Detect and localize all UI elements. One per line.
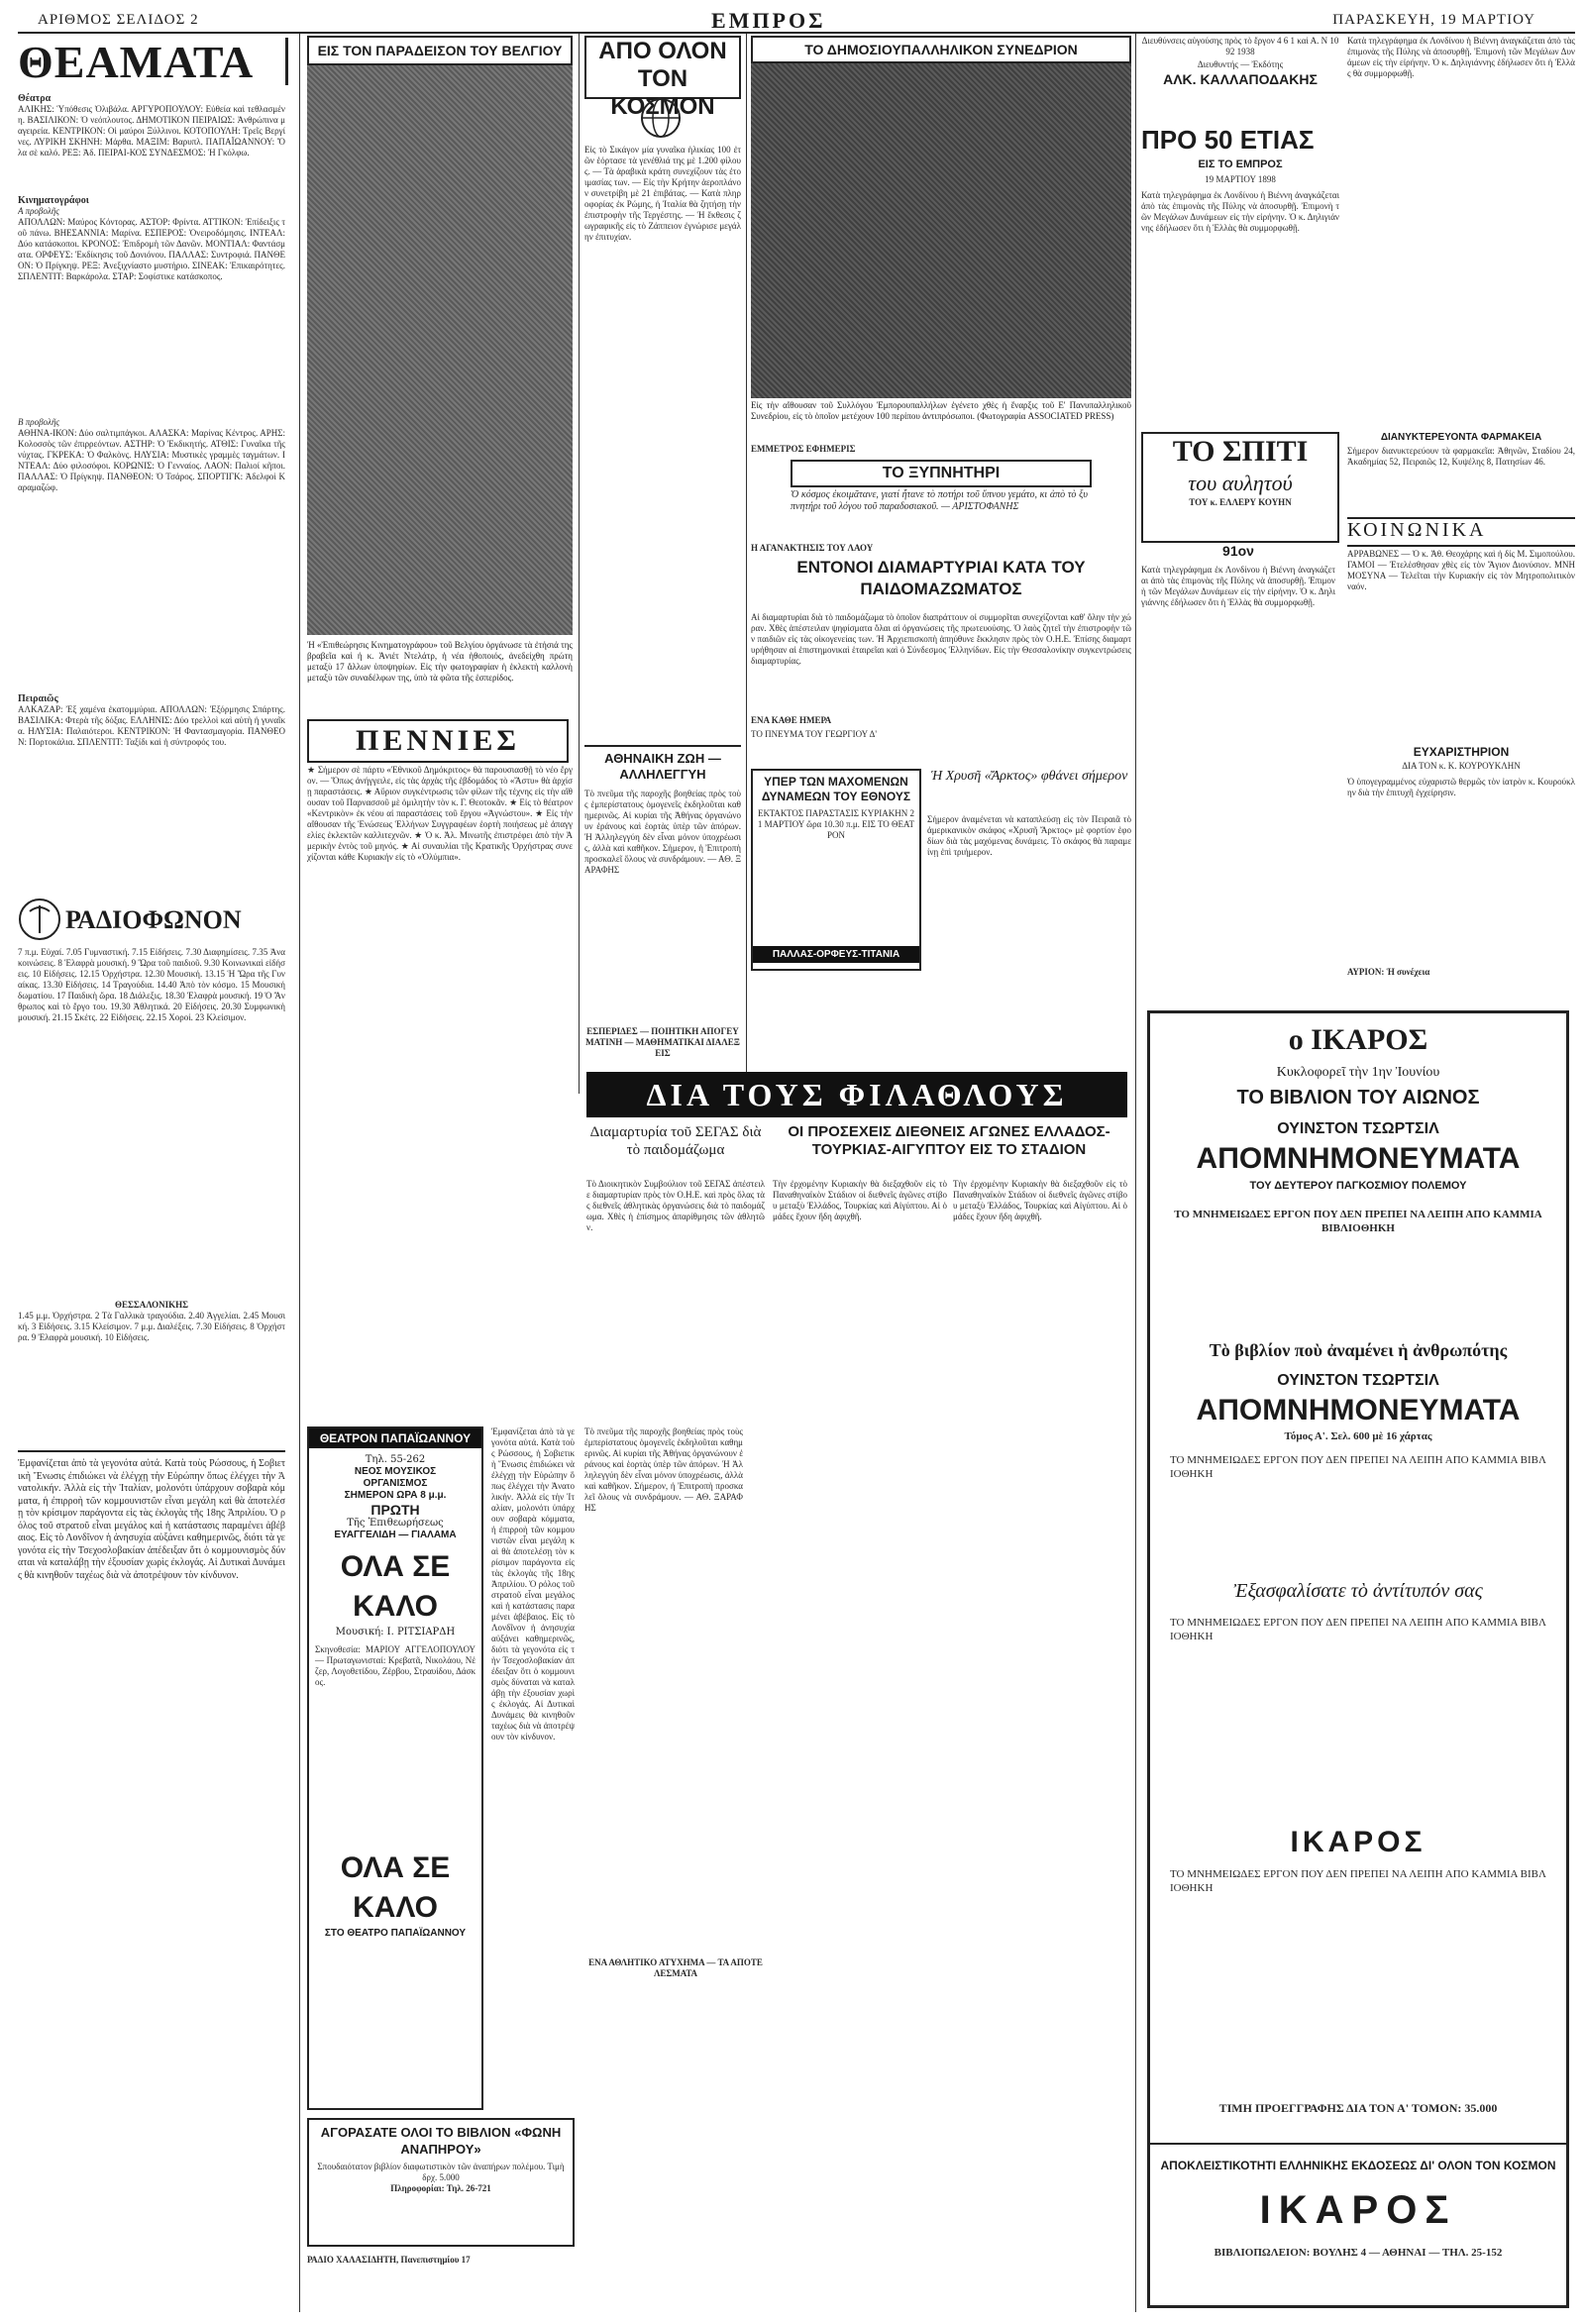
sports-headline-3: ΕΝΑ ΑΘΛΗΤΙΚΟ ΑΤΥΧΗΜΑ — ΤΑ ΑΠΟΤΕΛΕΣΜΑΤΑ: [588, 1957, 763, 1978]
ad-description: ΤΟ ΜΝΗΜΕΙΩΔΕΣ ΕΡΓΟΝ ΠΟΥ ΔΕΝ ΠΡΕΠΕΙ ΝΑ ΛΕΙΠΗ ΑΠΟ ΚΑΜΜΙΑ ΒΙΒΛΙΟΘΗΚΗ: [1174, 1209, 1542, 1234]
radio-title: ΡΑΔΙΟΦΩΝΟΝ: [65, 905, 242, 934]
fifty-years-date: 19 ΜΑΡΤΙΟΥ 1898: [1205, 174, 1276, 184]
spiti-subtitle: του αυλητού: [1188, 471, 1293, 495]
fighters-venue: ΠΑΛΛΑΣ-ΟΡΦΕΥΣ-ΤΙΤΑΝΙΑ: [753, 946, 919, 963]
radio-schedule: 7 π.μ. Εὐχαί. 7.05 Γυμναστική. 7.15 Εἰδήσεις. 7.30 Διαφημίσεις. 7.35 Ἀνακοινώσεις. 8 Ἑλαφρὰ μουσική. 9 Ὥρα τοῦ παιδιοῦ. 9.30 Κοινωνικαὶ εἰδήσεις. 10 Εἰδήσεις. 12.15 Ὁρχήστρα. 12.30 Μουσική. 13.15 Ἡ Ὥρα τῆς Γυναίκας. 13.30 Εἰδήσεις. 14 Τραγούδια. 14.40 Ἀπὸ τὸν κόσμο. 15 Μουσική δωματίου. 17 Παιδικὴ ὥρα. 18 Διάλεξις. 18.30 Ἐλαφρὰ μουσική. 19 Ὁ Ἄνθρωπος καὶ τὸ ἔργο του. 19.30 Ἀθλητικά. 20 Εἰδήσεις. 20.30 Συμφωνικὴ μουσική. 21.15 Σκέτς. 22 Εἰδήσεις. 22.15 Χοροί. 23 Κλείσιμον.: [18, 947, 285, 1022]
kosmos-title: ΑΠΟ ΟΛΟΝ ΤΟΝ ΚΟΣΜΟΝ: [598, 38, 727, 120]
column-3: [584, 36, 741, 1070]
daily-pen-sub: ΤΟ ΠΝΕΥΜΑ ΤΟΥ ΓΕΩΡΓΙΟΥ Δ': [751, 729, 877, 739]
thanks-title: ΕΥΧΑΡΙΣΤΗΡΙΟΝ: [1413, 745, 1510, 759]
arktos-text: Σήμερον ἀναμένεται νὰ καταπλεύσῃ εἰς τὸν Πειραιᾶ τὸ ἀμερικανικὸν σκάφος «Χρυσῆ Ἄρκτος» μὲ φορτίον ἐφοδίων διὰ τὰς μαχόμενας δυνάμεις. Τὸ σκάφος θὰ παραμείνῃ ἐπὶ τριήμερον.: [927, 814, 1131, 857]
theatre-label: Θέατρα: [18, 93, 52, 104]
sports-headline-1: Διαμαρτυρία τοῦ ΣΕΓΑΣ διὰ τὸ παιδομάζωμα: [589, 1124, 762, 1158]
fighters-text: ΕΚΤΑΚΤΟΣ ΠΑΡΑΣΤΑΣΙΣ ΚΥΡΙΑΚΗΝ 21 ΜΑΡΤΙΟΥ ὥρα 10.30 π.μ. ΕΙΣ ΤΟ ΘΕΑΤΡΟΝ: [757, 808, 915, 840]
ad-book-title-2: ΑΠΟΜΝΗΜΟΝΕΥΜΑΤΑ: [1196, 1394, 1521, 1426]
ad-book-of-century: ΤΟ ΒΙΒΛΙΟΝ ΤΟΥ ΑΙΩΝΟΣ: [1236, 1087, 1480, 1109]
masthead: [18, 10, 1575, 34]
sports-banner: ΔΙΑ ΤΟΥΣ ΦΙΛΑΘΛΟΥΣ: [586, 1072, 1127, 1117]
spiti-text: Κατὰ τηλεγράφημα ἐκ Λονδίνου ἡ Βιέννη ἀναγκάζεται ἀπὸ τὰς ἐπιμονὰς τῆς Πύλης νὰ ἀποσυρθῇ. Ἐπιμονὴ τῶν Μεγάλων Δυνάμεων εἰς τὴν εἰρήνην. Ὁ κ. Δηλιγιάννης ἐδήλωσεν ὅτι ἡ Ἑλλὰς θὰ συμμορφωθῇ.: [1141, 565, 1335, 607]
spiti-header: [1141, 432, 1339, 543]
ad-conditions: ΤΟ ΜΝΗΜΕΙΩΔΕΣ ΕΡΓΟΝ ΠΟΥ ΔΕΝ ΠΡΕΠΕΙ ΝΑ ΛΕΙΠΗ ΑΠΟ ΚΑΜΜΙΑ ΒΙΒΛΙΟΘΗΚΗ: [1170, 1868, 1546, 1894]
ad-tagline: Τὸ βιβλίον ποὺ ἀναμένει ἡ ἀνθρωπότης: [1209, 1340, 1508, 1360]
ad-ikaros: ΙΚΑΡΟΣ: [1290, 1826, 1426, 1858]
pennies-header: [307, 719, 569, 763]
side-article: Ἐμφανίζεται ἀπὸ τὰ γεγονότα αὐτά. Κατὰ τοὺς Ρώσσους, ἡ Σοβιετικὴ Ἕνωσις ἐπιδιώκει νὰ ἐλέγχῃ τὴν Εὐρώπην ὅπως ἐλέγχει τὴν Ἀνατολικήν. Ἀλλὰ εἰς τὴν Ἰταλίαν, μολονότι ὑπάρχουν σοβαρὰ κόμματα, ἡ ἐπιρροὴ τῶν κομμουνιστῶν εἶναι μεγάλη καὶ θὰ ἀποτελέσῃ τὸν κρίσιμον παράγοντα εἰς τὰς ἐκλογὰς τῆς 18ης Ἀπριλίου. Ὁ ρόλος τοῦ στρατοῦ εἶναι μεγάλος καὶ ἡ κατάστασις παραμένει ἀβέβαιος. Εἰς τὸ Λονδῖνον ἡ ἀνησυχία αὐξάνει καθημερινῶς, διότι τὰ γεγονότα εἰς τὴν Τσεχοσλοβακίαν ἀπέδειξαν ὅτι ὁ κομμουνισμὸς δύναται νὰ καταλάβῃ τὴν ἐξουσίαν χωρὶς ἐκλογάς. Αἱ Δυτικαὶ Δυνάμεις θὰ κινηθοῦν ταχέως διὰ νὰ ἀποτρέψουν τὸν κίνδυνον.: [491, 1426, 575, 1742]
ad-body: ΤΟ ΜΝΗΜΕΙΩΔΕΣ ΕΡΓΟΝ ΠΟΥ ΔΕΝ ΠΡΕΠΕΙ ΝΑ ΛΕΙΠΗ ΑΠΟ ΚΑΜΜΙΑ ΒΙΒΛΙΟΘΗΚΗ: [1170, 1454, 1546, 1480]
kosmos-text: Εἰς τὸ Σικάγον μία γυναῖκα ἡλικίας 100 ἐτῶν ἑόρτασε τὰ γενέθλιά της μὲ 1.200 φίλους. — Τὰ ἀραβικὰ κράτη συνεχίζουν τὰς ἐτοιμασίας των. — Εἰς τὴν Κρήτην ἀεροπλάνον συνετρίβη μὲ 21 ἐπιβάτας. — Κατὰ πληροφορίας ἐκ Ρώμης, ἡ Ἰταλία θὰ ζητήσῃ τὴν ἐπιστροφὴν τῆς Τεργέστης. — Ἡ ἔκθεσις ζωγραφικῆς εἰς τὸ Ζάππειον ἐγνώρισε μεγάλην ἐπιτυχίαν.: [584, 145, 741, 242]
ad-price: ΤΙΜΗ ΠΡΟΕΓΓΡΑΦΗΣ ΔΙΑ ΤΟΝ Α' ΤΟΜΟΝ: 35.000: [1218, 2103, 1498, 2114]
radio-header: [18, 898, 285, 941]
theatre-ad-line: ΕΥΑΓΓΕΛΙΔΗ — ΓΙΑΛΑΜΑ: [334, 1530, 457, 1540]
column-rule: [746, 34, 747, 1094]
indignation-text: Αἱ διαμαρτυρίαι διὰ τὸ παιδομάζωμα τὸ ὁποῖον διαπράττουν οἱ συμμορῖται συνεχίζονται καθ' ὅλην τὴν χώραν. Χθὲς ἀπέστειλαν ψηφίσματα ὅλαι αἱ ὀργανώσεις τῆς πρωτευούσης. Ὁ λαὸς ζητεῖ τὴν ἐπιστροφὴν τῶν παιδιῶν εἰς τὰς οἰκογενείας των. Ἡ Ἀρχιεπισκοπὴ ἀπηύθυνε ἔκκλησιν πρὸς τὸν Ο.Η.Ε. Ἐπίσης διαμαρτυρήθησαν αἱ ἐπιστημονικαὶ ἑταιρεῖαι καὶ ὁ Σύνδεσμος Ἑλληνίδων. Εἰς τὴν Θεσσαλονίκην συγκεντρώσεις διαμαρτυρίας.: [751, 612, 1131, 666]
divider: [18, 1450, 285, 1452]
ad-publisher: ο ΙΚΑΡΟΣ: [1288, 1023, 1428, 1056]
theatre-ad-line: ΟΡΓΑΝΙΣΜΟΣ: [363, 1478, 428, 1489]
fifty-years-title: ΠΡΟ 50 ΕΤΙΑΣ: [1141, 125, 1315, 155]
belgium-photo: [307, 65, 573, 635]
lead-story-text: Κατὰ τηλεγράφημα ἐκ Λονδίνου ἡ Βιέννη ἀναγκάζεται ἀπὸ τὰς ἐπιμονὰς τῆς Πύλης νὰ ἀποσυρθῇ. Ἐπιμονὴ τῶν Μεγάλων Δυνάμεων εἰς τὴν εἰρήνην. Ὁ κ. Δηλιγιάννης ἐδήλωσεν ὅτι ἡ Ἑλλὰς θὰ συμμορφωθῇ.: [1347, 36, 1575, 78]
book-ad: [307, 2118, 575, 2247]
fifty-years-text: Κατὰ τηλεγράφημα ἐκ Λονδίνου ἡ Βιέννη ἀναγκάζεται ἀπὸ τὰς ἐπιμονὰς τῆς Πύλης νὰ ἀποσυρθῇ. Ἐπιμονὴ τῶν Μεγάλων Δυνάμεων εἰς τὴν εἰρήνην. Ὁ κ. Δηλιγιάννης ἐδήλωσεν ὅτι ἡ Ἑλλὰς θὰ συμμορφωθῇ.: [1141, 190, 1339, 233]
cinema-b-label: Β προβολῆς: [18, 417, 60, 427]
sports-text-2a: Τὴν ἐρχομένην Κυριακὴν θὰ διεξαχθοῦν εἰς τὸ Παναθηναϊκὸν Στάδιον οἱ διεθνεῖς ἀγῶνες στίβου μεταξὺ Ἑλλάδος, Τουρκίας καὶ Αἰγύπτου. Αἱ ὁμάδες ἔχουν ἤδη ἀφιχθῆ.: [773, 1179, 947, 1221]
theatre-ad-cast: Σκηνοθεσία: ΜΑΡΙΟΥ ΑΓΓΕΛΟΠΟΥΛΟΥ — Πρωταγωνισταί: Κρεβατᾶ, Νικολάου, Νέζερ, Λογοθετίδου, Ζέρβου, Στραυίδου, Δάσκος.: [315, 1644, 476, 1687]
fifty-years-sub: ΕΙΣ ΤΟ ΕΜΠΡΟΣ: [1198, 158, 1283, 170]
ad-subtitle: ΤΟΥ ΔΕΥΤΕΡΟΥ ΠΑΓΚΟΣΜΙΟΥ ΠΟΛΕΜΟΥ: [1249, 1180, 1467, 1192]
belgium-banner: [307, 36, 573, 65]
book-ad-text: Σπουδαιότατον βιβλίον διαφωτιστικὸν τῶν ἀναπήρων πολέμου. Τιμὴ δρχ. 5.000: [317, 2162, 565, 2182]
ad-volume: Τόμος Α'. Σελ. 600 μὲ 16 χάρτας: [1284, 1431, 1432, 1442]
congress-banner-text: ΤΟ ΔΗΜΟΣΙΟΥΠΑΛΛΗΛΙΚΟΝ ΣΥΝΕΔΡΙΟΝ: [804, 42, 1078, 57]
thessaloniki-schedule: 1.45 μ.μ. Ὀρχήστρα. 2 Τὰ Γαλλικὰ τραγούδια. 2.40 Ἀγγελίαι. 2.45 Μουσική. 3 Εἰδήσεις. 3.15 Κλείσιμον. 7 μ.μ. Διαλέξεις. 7.30 Εἰδήσεις. 8 Ὀρχήστρα. 9 Ἐλαφρὰ μουσική. 10 Εἰδήσεις.: [18, 1311, 285, 1342]
cinema-a-label: Α προβολῆς: [18, 206, 59, 216]
cinema-listings-b: ΑΘΗΝΑ-ΙΚΟΝ: Δύο σαλτιμπάγκοι. ΑΛΑΣΚΑ: Μαρίνας Κέντρος. ΑΡΗΣ: Κολοσσὸς τῶν ἐπιρρεόντων. ΑΣΤΗΡ: Ὁ Ἐκδικητής. ΑΤΘΙΣ: Γυναῖκα τῆς νύχτας. ΓΚΡΕΚΑ: Ὁ Φαλκὸνς. ΗΛΥΣΙΑ: Μυστικὲς γραμμὲς ταγμάτων. ΙΝΤΕΑΛ: Δύο φιλοσόφοι. ΚΟΡΩΝΙΣ: Ὁ Γενναίος. ΛΑΟΝ: Παλιοί κῆποι. ΠΑΛΛΑΣ: Ὁ Πρίγκηψ. ΠΑΝΘΕΟΝ: Ὁ Τσάρος. ΣΠΟΡΤΙΓΚ: Ἀδελφοὶ Καραμαζώφ.: [18, 428, 285, 492]
ad-address: ΒΙΒΛΙΟΠΩΛΕΙΟΝ: ΒΟΥΛΗΣ 4 — ΑΘΗΝΑΙ — ΤΗΛ. 25-152: [1214, 2248, 1503, 2259]
pharmacy-text: Σήμερον διανυκτερεύουν τὰ φαρμακεῖα: Ἀθηνῶν, Σταδίου 24, Ἀκαδημίας 52, Πειραιῶς 12, Κυψέλης 8, Πατησίων 46.: [1347, 446, 1575, 467]
congress-caption: Εἰς τὴν αἴθουσαν τοῦ Συλλόγου Ἐμπορουπαλλήλων ἐγένετο χθὲς ἡ ἔναρξις τοῦ Ε' Πανυπαλληλικοῦ Συνεδρίου, εἰς τὸ ὁποῖον μετέχουν 100 περίπου ἀντιπρόσωποι. (Φωτογραφία ASSOCIATED PRESS): [751, 400, 1131, 421]
page-number: ΑΡΙΘΜΟΣ ΣΕΛΙΔΟΣ 2: [38, 12, 199, 28]
spiti-author: ΤΟΥ κ. ΕΛΛΕΡΥ ΚΟΥΗΝ: [1189, 497, 1292, 507]
theatre-ad-phone: Τηλ. 55-262: [365, 1454, 426, 1465]
ad-book-title: ΑΠΟΜΝΗΜΟΝΕΥΜΑΤΑ: [1196, 1142, 1521, 1175]
theamata-header: [18, 38, 288, 85]
sports-text-1: Τὸ Διοικητικὸν Συμβούλιον τοῦ ΣΕΓΑΣ ἀπέστειλε διαμαρτυρίαν πρὸς τὸν Ο.Η.Ε. καὶ πρὸς ὅλας τὰς διεθνεῖς ἀθλητικὰς ὀργανώσεις διὰ τὸ παιδομάζωμα. Χθὲς ἡ ἐπίσημος ἀπαρίθμησις τῶν ἀθλητῶν.: [586, 1179, 765, 1232]
theatre-ad: [307, 1426, 483, 2110]
ad-author: ΟΥΙΝΣΤΟΝ ΤΣΩΡΤΣΙΛ: [1277, 1120, 1439, 1137]
indignation-label: Η ΑΓΑΝΑΚΤΗΣΙΣ ΤΟΥ ΛΑΟΥ: [751, 543, 874, 553]
politics-article: Ἐμφανίζεται ἀπὸ τὰ γεγονότα αὐτά. Κατὰ τοὺς Ρώσσους, ἡ Σοβιετικὴ Ἕνωσις ἐπιδιώκει νὰ ἐλέγχῃ τὴν Εὐρώπην ὅπως ἐλέγχει τὴν Ἀνατολικήν. Ἀλλὰ εἰς τὴν Ἰταλίαν, μολονότι ὑπάρχουν σοβαρὰ κόμματα, ἡ ἐπιρροὴ τῶν κομμουνιστῶν εἶναι μεγάλη καὶ θὰ ἀποτελέσῃ τὸν κρίσιμον παράγοντα εἰς τὰς ἐκλογὰς τῆς 18ης Ἀπριλίου. Ὁ ρόλος τοῦ στρατοῦ εἶναι μεγάλος καὶ ἡ κατάστασις παραμένει ἀβέβαιος. Εἰς τὸ Λονδῖνον ἡ ἀνησυχία αὐξάνει καθημερινῶς, διότι τὰ γεγονότα εἰς τὴν Τσεχοσλοβακίαν ἀπέδειξαν ὅτι ὁ κομμουνισμὸς δύναται νὰ καταλάβῃ τὴν ἐξουσίαν χωρὶς ἐκλογάς. Αἱ Δυτικαὶ Δυνάμεις θὰ κινηθοῦν ταχέως διὰ νὰ ἀποτρέψουν τὸν κίνδυνον.: [18, 1458, 285, 1581]
thanks-text: Ὁ ὑπογεγραμμένος εὐχαριστῶ θερμῶς τὸν ἰατρὸν κ. Κουρούκλην διὰ τὴν ἐπιτυχῆ ἐγχείρησιν.: [1347, 777, 1575, 797]
events-list: ΕΣΠΕΡΙΔΕΣ — ΠΟΙΗΤΙΚΗ ΑΠΟΓΕΥΜΑΤΙΝΗ — ΜΑΘΗΜΑΤΙΚΑΙ ΔΙΑΛΕΞΕΙΣ: [585, 1026, 740, 1058]
director-label: Διευθυντής — Ἐκδότης: [1197, 59, 1284, 69]
ad-release: Κυκλοφορεῖ τὴν 1ην Ἰουνίου: [1276, 1065, 1440, 1080]
divider: [584, 745, 741, 747]
poem-title: ΤΟ ΞΥΠΝΗΤΗΡΙ: [882, 465, 1001, 481]
cinema-listings-a: ΑΠΟΛΛΩΝ: Μαύρος Κόντορας. ΑΣΤΟΡ: Φρίντα. ΑΤΤΙΚΟΝ: Ἐπίδειξις τοῦ πάνω. ΒΗΕΣΑΝΝΙΑ: Μαρίνα. ΕΣΠΕΡΟΣ: Ὀνειροδόμησις. ΙΝΤΕΑΛ: Δύο κατάσκοποι. ΚΡΟΝΟΣ: Ἐπιδρομὴ τῶν Δανῶν. ΜΟΝΤΙΑΛ: Φαντάσματα. ΟΡΦΕΥΣ: Ἐκδίκησις τοῦ Δονιόνου. ΠΑΛΛΑΣ: Συντροφιά. ΠΑΝΘΕΟΝ: Ὁ Πρίγκηψ. ΡΕΞ: Ἀνεξιχνίαστο μυστήριο. ΣΙΝΕΑΚ: Ἐπικαιρότητες. ΣΠΛΕΝΤΙΤ: Βαρκάρολα. ΣΤΑΡ: Σοφίστικε κατάσκοπος.: [18, 217, 285, 281]
theatre-ad-line: Τῆς Ἐπιθεωρήσεως: [347, 1518, 444, 1529]
poem-label: ΕΜΜΕΤΡΟΣ ΕΦΗΜΕΡΙΣ: [751, 444, 856, 454]
poem-header: [791, 460, 1092, 487]
social-title: ΚΟΙΝΩΝΙΚΑ: [1347, 517, 1575, 547]
book-ad-info: Πληροφορίαι: Τηλ. 26-721: [390, 2183, 491, 2193]
pharmacy-title: ΔΙΑΝΥΚΤΕΡΕΥΟΝΤΑ ΦΑΡΜΑΚΕΙΑ: [1380, 432, 1542, 443]
theatre-ad-show-2: ΟΛΑ ΣΕ ΚΑΛΟ: [340, 1851, 451, 1924]
ad-details: ΤΟ ΜΝΗΜΕΙΩΔΕΣ ΕΡΓΟΝ ΠΟΥ ΔΕΝ ΠΡΕΠΕΙ ΝΑ ΛΕΙΠΗ ΑΠΟ ΚΑΜΜΙΑ ΒΙΒΛΙΟΘΗΚΗ: [1170, 1617, 1546, 1642]
section-title: ΘΕΑΜΑΤΑ: [18, 38, 255, 87]
newspaper-page: [18, 10, 1575, 2314]
address-line: Διευθύνσεις αὐγούσης πρὸς τὸ ἔργον 4 6 1 καὶ Α. Ν 1092 1938: [1141, 36, 1339, 56]
athens-life-text: Τὸ πνεῦμα τῆς παροχῆς βοηθείας πρὸς τοὺς ἐμπερίστατους ὁμογενεῖς ἐκδηλοῦται καθημερινῶς. Αἱ κυρίαι τῆς Ἀθήνας ὀργανώνουν ἐράνους καὶ ἑορτὰς ὑπὲρ τῶν ἀπόρων. Ἡ Ἀλληλεγγύη δὲν εἶναι μόνον ὑποχρέωσις, ἀλλὰ καὶ καθῆκον. Σήμερον, ἡ Ἐπιτροπὴ προσκαλεῖ ὅλους νὰ συνδράμουν. — ΑΘ. ΞΑΡΑΦΗΣ: [584, 789, 741, 875]
thessaloniki-label: ΘΕΣΣΑΛΟΝΙΚΗΣ: [114, 1300, 189, 1310]
ad-reserve: Ἐξασφαλίσατε τὸ ἀντίτυπόν σας: [1233, 1580, 1483, 1602]
theatre-listings: ΑΛΙΚΗΣ: Ὑπόθεσις Ὀλιβάλα. ΑΡΓΥΡΟΠΟΥΛΟΥ: Εὐθεία καὶ τεθλασμένη. ΒΑΣΙΛΙΚΟΝ: Ὁ νεόπλουτος. ΔΗΜΟΤΙΚΟΝ ΠΕΙΡΑΙΩΣ: Ἀνθρώπινα μαγειρεία. ΚΕΝΤΡΙΚΟΝ: Οἱ μαύροι Ξύλλινοι. ΚΟΤΟΠΟΥΛΗ: Τρεῖς Βεργίνες. ΛΥΡΙΚΗ ΣΚΗΝΗ: Μάρθα. ΜΑΞΙΜ: Βαρυπλ. ΠΑΠΑΪΩΑΝΝΟΥ: Ὅλα σὲ καλό. ΡΕΞ: Ἀδ. ΠΕΙΡΑΙ-ΚΟΣ ΣΥΝΔΕΣΜΟΣ: Ἡ Γκόλφω.: [18, 104, 285, 158]
theatre-ad-line: ΠΡΩΤΗ: [370, 1502, 420, 1518]
column-4: [751, 36, 1131, 1070]
issue-date: ΠΑΡΑΣΚΕΥΗ, 19 ΜΑΡΤΙΟΥ: [1332, 12, 1535, 28]
director-name: ΑΛΚ. ΚΑΛΛΑΠΟΔΑΚΗΣ: [1163, 71, 1318, 87]
ikaros-ad: [1147, 1010, 1569, 2308]
ad-author-2: ΟΥΙΝΣΤΟΝ ΤΣΩΡΤΣΙΛ: [1277, 1372, 1439, 1389]
column-1: [18, 38, 293, 2306]
peiraeus-listings: ΑΛΚΑΖΑΡ: Ἐξ χαμένα ἐκατομμύρια. ΑΠΟΛΛΩΝ: Ἐξόρμησις Σπάρτης. ΒΑΣΙΛΙΚΑ: Φτερὰ τῆς δόξας. ΕΛΛΗΝΙΣ: Δύο τρελλοὶ καὶ αὐτὴ ἡ γυναῖκα. ΗΛΥΣΙΑ: Παλαιότεροι. ΚΕΝΤΡΙΚΟΝ: Ἡ Φαντασμαγορία. ΠΑΝΘΕΟΝ: Πορτοκάλια. ΣΠΛΕΝΤΙΤ: Ταξίδι καὶ ἡ σύντροφός του.: [18, 704, 285, 747]
antenna-icon: [18, 898, 61, 941]
fighters-box: [751, 769, 921, 971]
globe-icon: [640, 97, 682, 139]
column-rule: [299, 34, 300, 2312]
sports-headline-2: ΟΙ ΠΡΟΣΕΧΕΙΣ ΔΙΕΘΝΕΙΣ ΑΓΩΝΕΣ ΕΛΛΑΔΟΣ-ΤΟΥΡΚΙΑΣ-ΑΙΓΥΠΤΟΥ ΕΙΣ ΤΟ ΣΤΑΔΙΟΝ: [788, 1123, 1110, 1158]
athens-life-title: ΑΘΗΝΑΙΚΗ ΖΩΗ — ΑΛΛΗΛΕΓΓΥΗ: [604, 751, 721, 782]
theatre-ad-music: Μουσική: Ι. ΡΙΤΣΙΑΡΔΗ: [335, 1627, 456, 1637]
spiti-episode: 91ον: [1222, 543, 1254, 559]
sports-text-2b: Τὴν ἐρχομένην Κυριακὴν θὰ διεξαχθοῦν εἰς τὸ Παναθηναϊκὸν Στάδιον οἱ διεθνεῖς ἀγῶνες στίβου μεταξὺ Ἑλλάδος, Τουρκίας καὶ Αἰγύπτου. Αἱ ὁμάδες ἔχουν ἤδη ἀφιχθῆ.: [953, 1179, 1127, 1221]
cinema-label: Κινηματογράφοι: [18, 195, 89, 206]
ad-footer: ΑΠΟΚΛΕΙΣΤΙΚΟΤΗΤΙ ΕΛΛΗΝΙΚΗΣ ΕΚΔΟΣΕΩΣ ΔΙ' ΟΛΟΝ ΤΟΝ ΚΟΣΜΟΝ: [1160, 2159, 1556, 2172]
theatre-ad-show: ΟΛΑ ΣΕ ΚΑΛΟ: [340, 1550, 451, 1623]
social-text: ΑΡΡΑΒΩΝΕΣ — Ὁ κ. Ἀθ. Θεοχάρης καὶ ἡ δίς Μ. Σιμοπούλου. ΓΑΜΟΙ — Ἐτελέσθησαν χθὲς εἰς τὸν Ἅγιον Διονύσιον. ΜΝΗΜΟΣΥΝΑ — Τελεῖται τὴν Κυριακήν εἰς τὸν Μητροπολιτικὸν ναόν.: [1347, 549, 1575, 591]
column-rule: [1135, 34, 1136, 2312]
belgium-caption: Ἡ «Ἐπιθεώρησις Κινηματογράφου» τοῦ Βελγίου ὀργάνωσε τὰ ἐτήσιά της βραβεῖα καὶ ἡ κ. Ἀνιέτ Ντελάτρ, ἡ νέα ἠθοποιός, ἀνεδείχθη πρώτη μεταξὺ 17 ἄλλων ὑποψηφίων. Εἰς τὴν φωτογραφίαν ἡ ἐκλεκτὴ καλλονὴ μεταξὺ τῶν συναδέλφων της, ὑπὸ τὰ φῶτα τῆς ἑσπερίδος.: [307, 640, 573, 683]
newspaper-title: ΕΜΠΡΟΣ: [711, 8, 826, 33]
daily-pen-title: ΕΝΑ ΚΑΘΕ ΗΜΕΡΑ: [751, 715, 832, 725]
poem-text: Ὁ κόσμος ἐκοιμᾶτανε, γιατί ἦτανε τὸ ποτήρι τοῦ ὕπνου γεμάτο, κι ἀπὸ τὸ ξυπνητήρι τοῦ λόγου τοῦ παραδοσιακοῦ. — ΑΡΙΣΤΟΦΑΝΗΣ: [791, 489, 1088, 512]
divider: [1150, 2143, 1566, 2145]
indignation-headline: ΕΝΤΟΝΟΙ ΔΙΑΜΑΡΤΥΡΙΑΙ ΚΑΤΑ ΤΟΥ ΠΑΙΔΟΜΑΖΩΜΑΤΟΣ: [796, 558, 1086, 598]
continued-note: ΑΥΡΙΟΝ: Ἡ συνέχεια: [1347, 967, 1430, 977]
pennies-title: ΠΕΝΝΙΕΣ: [356, 724, 520, 757]
theatre-ad-venue: ΣΤΟ ΘΕΑΤΡΟ ΠΑΠΑΪΩΑΝΝΟΥ: [324, 1928, 467, 1939]
congress-photo: [751, 63, 1131, 398]
pennies-text: ★ Σήμερον σὲ πάρτυ «Ἐθνικοῦ Δημόκριτος» θὰ παρουσιασθῇ τὸ νέο ἔργον. — Ὅπως ἀνήγγειλε, εἰς τὰς ἀρχὰς τῆς ἑβδομάδος τὸ «Ἄστυ» θὰ ἀρχίσῃ παραστάσεις. ★ Αὔριον συγκέντρωσις τῶν φίλων τῆς τέχνης εἰς τὴν αἴθουσαν τοῦ Παρνασσοῦ μὲ ὁμιλητὴν τὸν κ. Γ. Θεοτοκᾶν. ★ Εἰς τὸ θέατρον «Κεντρικὸν» ἐκ νέου αἱ παραστάσεις τοῦ ἔργου «Ἀγνώστου». ★ Εἰς τὴν αἴθουσαν τῆς Ἑνώσεως Ἑλλήνων Συγγραφέων ἑορτὴ ποιήσεως μὲ ἀπαγγελίες ἐκλεκτῶν καλλιτεχνῶν. ★ Ὁ κ. Ἀλ. Μινωτῆς ἐπιστρέφει ἀπὸ τὴν Ἀμερικὴν ἐντὸς τοῦ μηνός. ★ Αἱ συναυλίαι τῆς Κρατικῆς Ὀρχήστρας συνεχίζονται κάθε Κυριακήν εἰς τὸ «Ὀλύμπια».: [307, 765, 573, 862]
book-ad-title: ΑΓΟΡΑΣΑΤΕ ΟΛΟΙ ΤΟ ΒΙΒΛΙΟΝ «ΦΩΝΗ ΑΝΑΠΗΡΟΥ»: [320, 2125, 562, 2157]
column-rule: [579, 34, 580, 1094]
belgium-banner-text: ΕΙΣ ΤΟΝ ΠΑΡΑΔΕΙΣΟΝ ΤΟΥ ΒΕΛΓΙΟΥ: [317, 43, 563, 58]
congress-banner: [751, 36, 1131, 63]
theatre-ad-line: ΣΗΜΕΡΟΝ ΩΡΑ 8 μ.μ.: [344, 1490, 447, 1501]
column-5: [1141, 36, 1575, 1006]
thanks-sub: ΔΙΑ ΤΟΝ κ. Κ. ΚΟΥΡΟΥΚΛΗΝ: [1402, 761, 1521, 771]
ad-footer-brand: ΙΚΑΡΟΣ: [1259, 2188, 1457, 2232]
theatre-ad-title: ΘΕΑΤΡΟΝ ΠΑΠΑΪΩΑΝΝΟΥ: [309, 1428, 481, 1448]
arktos-headline: Ἡ Χρυσῆ «Ἄρκτος» φθάνει σήμερον: [930, 769, 1128, 784]
theatre-ad-line: ΝΕΟΣ ΜΟΥΣΙΚΟΣ: [354, 1466, 437, 1477]
radio-ad: ΡΑΔΙΟ ΧΑΛΑΣΙΔΗΤΗ, Πανεπιστημίου 17: [307, 2255, 471, 2265]
peiraeus-label: Πειραιῶς: [18, 693, 58, 704]
spiti-title: ΤΟ ΣΠΙΤΙ: [1172, 435, 1309, 468]
kosmos-header: [584, 36, 741, 120]
fighters-title: ΥΠΕΡ ΤΩΝ ΜΑΧΟΜΕΝΩΝ ΔΥΝΑΜΕΩΝ ΤΟΥ ΕΘΝΟΥΣ: [761, 775, 911, 803]
lower-text-block: Τὸ πνεῦμα τῆς παροχῆς βοηθείας πρὸς τοὺς ἐμπερίστατους ὁμογενεῖς ἐκδηλοῦται καθημερινῶς. Αἱ κυρίαι τῆς Ἀθήνας ὀργανώνουν ἐράνους καὶ ἑορτὰς ὑπὲρ τῶν ἀπόρων. Ἡ Ἀλληλεγγύη δὲν εἶναι μόνον ὑποχρέωσις, ἀλλὰ καὶ καθῆκον. Σήμερον, ἡ Ἐπιτροπὴ προσκαλεῖ ὅλους νὰ συνδράμουν. — ΑΘ. ΞΑΡΑΦΗΣ: [584, 1426, 743, 1513]
